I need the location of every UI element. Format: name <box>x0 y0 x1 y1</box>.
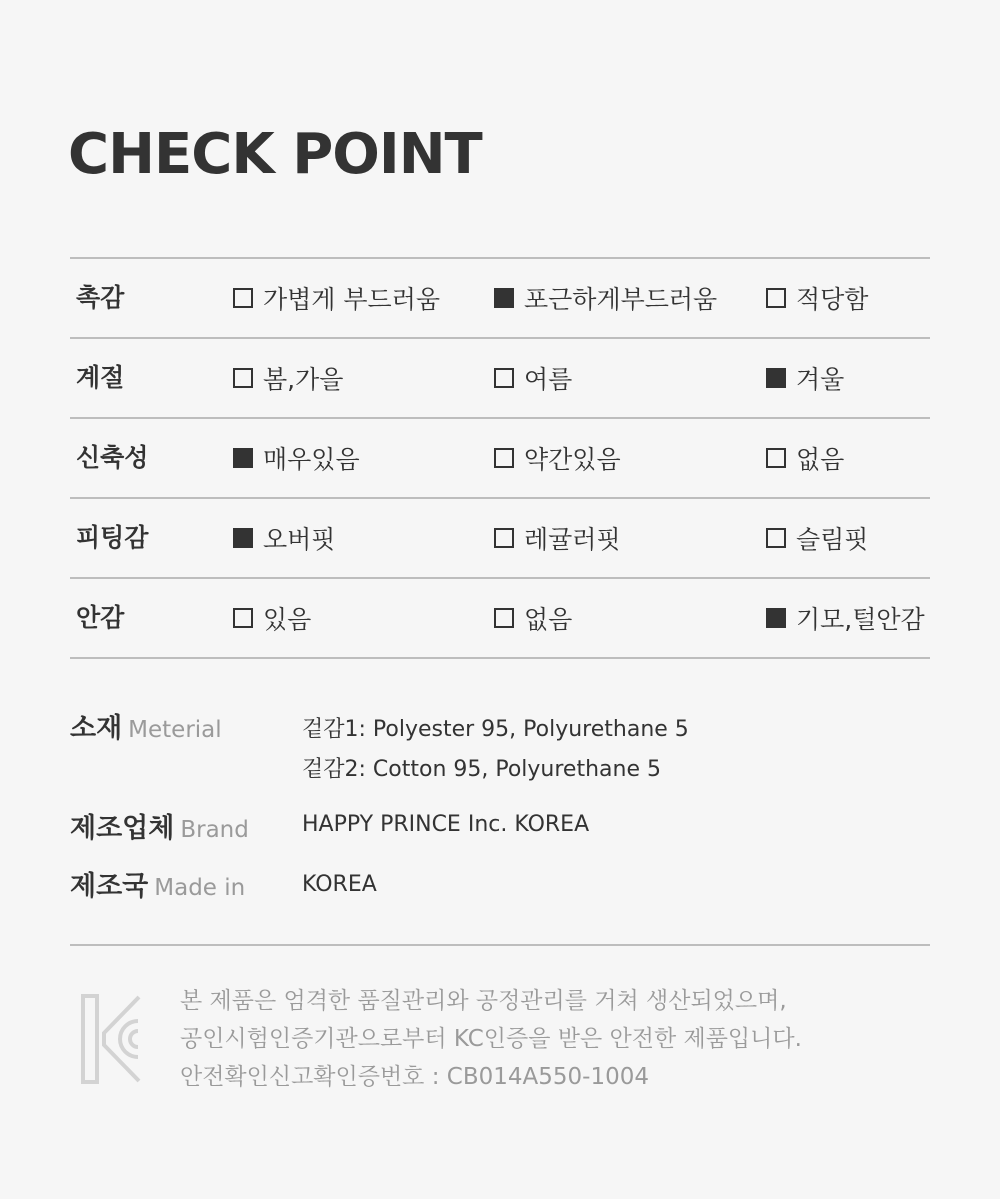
checkbox-icon <box>766 368 786 388</box>
spec-brand <box>70 806 930 846</box>
spec-material <box>70 706 930 786</box>
checkbox-icon <box>233 528 253 548</box>
checkbox-icon <box>766 608 786 628</box>
option: 없음 <box>766 419 844 497</box>
checkbox-icon <box>766 288 786 308</box>
notice-line: 본 제품은 엄격한 품질관리와 공정관리를 거쳐 생산되었으며, <box>180 988 787 1014</box>
checkbox-icon <box>766 528 786 548</box>
checkbox-icon <box>494 368 514 388</box>
spec-label: 제조업체 Brand <box>70 813 249 844</box>
option: 봄,가을 <box>233 339 343 417</box>
checklist-row-season <box>70 339 930 419</box>
checkbox-icon <box>766 448 786 468</box>
checklist-row-lining <box>70 579 930 659</box>
checkbox-icon <box>494 448 514 468</box>
spec-label: 제조국 Made in <box>70 871 246 902</box>
page-title: CHECK POINT <box>68 122 482 187</box>
checklist-table <box>70 257 930 659</box>
spec-value: KOREA <box>302 872 377 897</box>
option: 기모,털안감 <box>766 579 925 657</box>
divider <box>70 944 930 946</box>
option: 레귤러핏 <box>494 499 621 577</box>
spec-value: 겉감2: Cotton 95, Polyurethane 5 <box>302 757 661 782</box>
spec-value: HAPPY PRINCE Inc. KOREA <box>302 812 590 837</box>
option: 겨울 <box>766 339 844 417</box>
notice-line: 공인시험인증기관으로부터 KC인증을 받은 안전한 제품입니다. <box>180 1026 802 1052</box>
option: 없음 <box>494 579 572 657</box>
certification-notice <box>180 982 802 1096</box>
option: 여름 <box>494 339 572 417</box>
checkbox-icon <box>233 368 253 388</box>
spec-origin <box>70 864 930 904</box>
checklist-row-fit <box>70 499 930 579</box>
kc-mark-icon <box>80 993 142 1085</box>
option: 있음 <box>233 579 311 657</box>
checkbox-icon <box>494 608 514 628</box>
option: 슬림핏 <box>766 499 868 577</box>
checkbox-icon <box>233 288 253 308</box>
row-label: 피팅감 <box>76 523 149 552</box>
option: 포근하게부드러움 <box>494 259 717 337</box>
option: 가볍게 부드러움 <box>233 259 440 337</box>
checkbox-icon <box>233 448 253 468</box>
row-label: 촉감 <box>76 283 125 312</box>
checkbox-icon <box>233 608 253 628</box>
option: 약간있음 <box>494 419 621 497</box>
option: 적당함 <box>766 259 868 337</box>
spec-label: 소재 Meterial <box>70 713 222 744</box>
option: 오버핏 <box>233 499 335 577</box>
checklist-row-stretch <box>70 419 930 499</box>
row-label: 안감 <box>76 603 125 632</box>
checkbox-icon <box>494 288 514 308</box>
notice-line: 안전확인신고확인증번호 : CB014A550-1004 <box>180 1064 649 1090</box>
checklist-row-touch <box>70 259 930 339</box>
spec-value: 겉감1: Polyester 95, Polyurethane 5 <box>302 717 689 742</box>
option: 매우있음 <box>233 419 360 497</box>
row-label: 신축성 <box>76 443 149 472</box>
checkbox-icon <box>494 528 514 548</box>
row-label: 계절 <box>76 363 125 392</box>
